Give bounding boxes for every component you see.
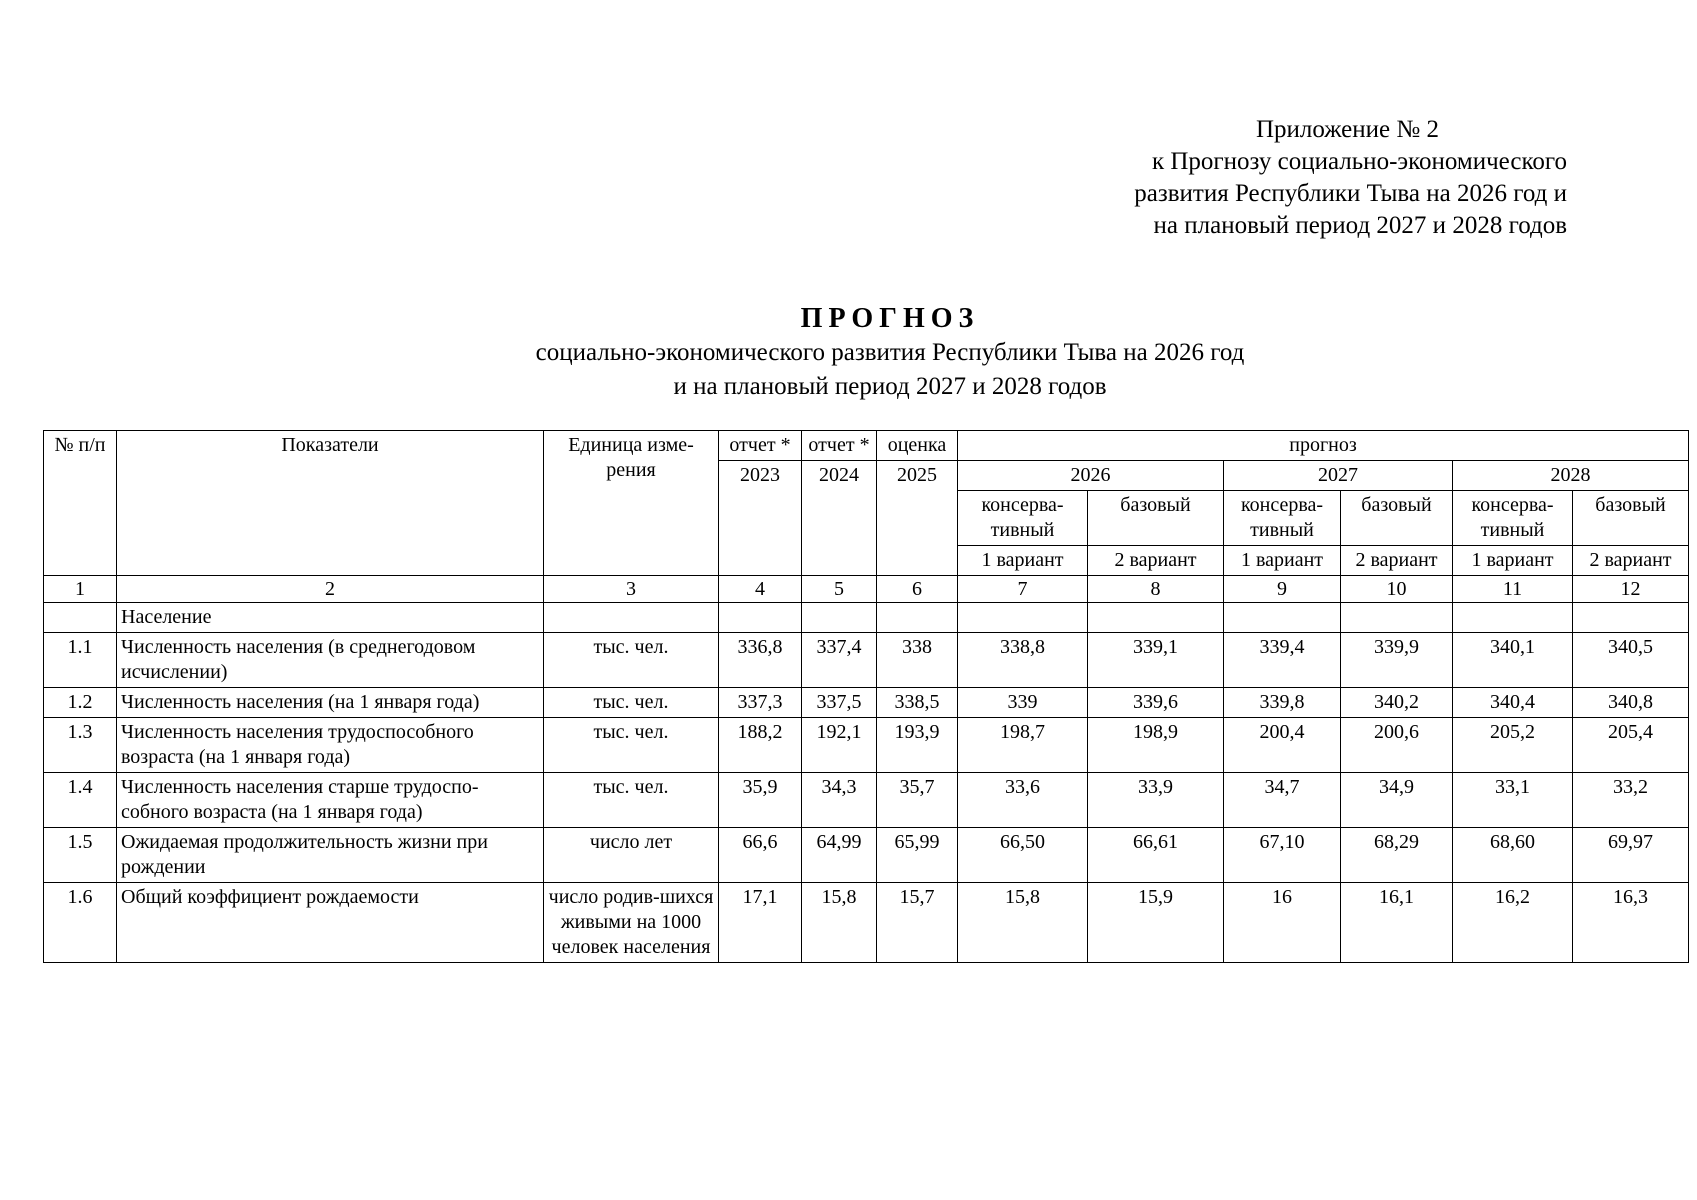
header-unit: Единица изме-рения <box>544 431 719 576</box>
empty-cell <box>1088 603 1224 633</box>
row-number: 1.5 <box>44 828 117 883</box>
value-cell: 35,7 <box>877 773 958 828</box>
column-number: 1 <box>44 576 117 603</box>
appendix-line: развития Республики Тыва на 2026 год и <box>1134 180 1567 207</box>
row-number: 1.3 <box>44 718 117 773</box>
empty-cell <box>877 603 958 633</box>
title-block <box>420 302 1360 404</box>
header-variant: 1 вариант <box>1453 546 1573 576</box>
header-num: № п/п <box>44 431 117 576</box>
value-cell: 340,2 <box>1341 688 1453 718</box>
value-cell: 337,4 <box>802 633 877 688</box>
row-number: 1.6 <box>44 883 117 963</box>
row-number: 1.2 <box>44 688 117 718</box>
value-cell: 198,7 <box>958 718 1088 773</box>
empty-cell <box>958 603 1088 633</box>
empty-cell <box>544 603 719 633</box>
value-cell: 336,8 <box>719 633 802 688</box>
unit-cell: тыс. чел. <box>544 688 719 718</box>
value-cell: 200,6 <box>1341 718 1453 773</box>
column-number: 7 <box>958 576 1088 603</box>
document-title: ПРОГНОЗ <box>800 303 980 334</box>
column-number-row <box>44 576 1689 603</box>
value-cell: 33,9 <box>1088 773 1224 828</box>
header-indicators: Показатели <box>117 431 544 576</box>
header-year: 2023 <box>719 461 802 576</box>
value-cell: 33,1 <box>1453 773 1573 828</box>
value-cell: 337,3 <box>719 688 802 718</box>
table-row <box>44 828 1689 883</box>
header-year: 2027 <box>1224 461 1453 491</box>
value-cell: 33,2 <box>1573 773 1689 828</box>
value-cell: 205,2 <box>1453 718 1573 773</box>
value-cell: 338 <box>877 633 958 688</box>
header-year: 2025 <box>877 461 958 576</box>
value-cell: 69,97 <box>1573 828 1689 883</box>
value-cell: 338,8 <box>958 633 1088 688</box>
value-cell: 200,4 <box>1224 718 1341 773</box>
appendix-line: Приложение № 2 <box>1255 116 1439 143</box>
table-row <box>44 718 1689 773</box>
row-number: 1.4 <box>44 773 117 828</box>
header-report: отчет * <box>802 431 877 461</box>
header-variant: 2 вариант <box>1573 546 1689 576</box>
header-variant: 1 вариант <box>1224 546 1341 576</box>
document-subtitle: и на плановый период 2027 и 2028 годов <box>673 373 1107 400</box>
section-title: Население <box>117 603 544 633</box>
indicator-name: Численность населения (на 1 января года) <box>117 688 544 718</box>
value-cell: 337,5 <box>802 688 877 718</box>
forecast-table <box>43 430 1689 963</box>
indicator-name: Общий коэффициент рождаемости <box>117 883 544 963</box>
column-number: 9 <box>1224 576 1341 603</box>
value-cell: 34,9 <box>1341 773 1453 828</box>
column-number: 10 <box>1341 576 1453 603</box>
value-cell: 34,3 <box>802 773 877 828</box>
empty-cell <box>1341 603 1453 633</box>
table-row <box>44 633 1689 688</box>
value-cell: 339,4 <box>1224 633 1341 688</box>
value-cell: 16 <box>1224 883 1341 963</box>
header-year: 2024 <box>802 461 877 576</box>
empty-cell <box>1453 603 1573 633</box>
value-cell: 198,9 <box>1088 718 1224 773</box>
value-cell: 192,1 <box>802 718 877 773</box>
table-row <box>44 688 1689 718</box>
header-base: базовый <box>1088 491 1224 546</box>
header-conservative: консерва-тивный <box>958 491 1088 546</box>
value-cell: 15,7 <box>877 883 958 963</box>
column-number: 4 <box>719 576 802 603</box>
unit-cell: тыс. чел. <box>544 633 719 688</box>
unit-cell: тыс. чел. <box>544 773 719 828</box>
column-number: 6 <box>877 576 958 603</box>
header-variant: 2 вариант <box>1088 546 1224 576</box>
value-cell: 16,2 <box>1453 883 1573 963</box>
appendix-note <box>967 114 1567 242</box>
header-conservative: консерва-тивный <box>1453 491 1573 546</box>
appendix-line: на плановый период 2027 и 2028 годов <box>1153 212 1567 239</box>
table-body <box>44 633 1689 963</box>
indicator-name: Ожидаемая продолжительность жизни при рождении <box>117 828 544 883</box>
value-cell: 339,8 <box>1224 688 1341 718</box>
value-cell: 68,60 <box>1453 828 1573 883</box>
value-cell: 66,50 <box>958 828 1088 883</box>
indicator-name: Численность населения (в среднегодовом исчислении) <box>117 633 544 688</box>
header-variant: 1 вариант <box>958 546 1088 576</box>
header-variant: 2 вариант <box>1341 546 1453 576</box>
value-cell: 66,6 <box>719 828 802 883</box>
header-estimate: оценка <box>877 431 958 461</box>
column-number: 11 <box>1453 576 1573 603</box>
column-number: 5 <box>802 576 877 603</box>
value-cell: 16,3 <box>1573 883 1689 963</box>
header-report: отчет * <box>719 431 802 461</box>
value-cell: 15,9 <box>1088 883 1224 963</box>
value-cell: 66,61 <box>1088 828 1224 883</box>
table-row <box>44 773 1689 828</box>
header-year: 2026 <box>958 461 1224 491</box>
empty-cell <box>1573 603 1689 633</box>
indicator-name: Численность населения трудоспособного возраста (на 1 января года) <box>117 718 544 773</box>
value-cell: 35,9 <box>719 773 802 828</box>
document-subtitle: социально-экономического развития Республики Тыва на 2026 год <box>535 339 1245 366</box>
column-number: 3 <box>544 576 719 603</box>
value-cell: 338,5 <box>877 688 958 718</box>
value-cell: 65,99 <box>877 828 958 883</box>
value-cell: 15,8 <box>802 883 877 963</box>
row-number: 1.1 <box>44 633 117 688</box>
column-number: 2 <box>117 576 544 603</box>
header-year: 2028 <box>1453 461 1689 491</box>
table-row <box>44 883 1689 963</box>
header-base: базовый <box>1573 491 1689 546</box>
column-number: 12 <box>1573 576 1689 603</box>
value-cell: 67,10 <box>1224 828 1341 883</box>
value-cell: 339,9 <box>1341 633 1453 688</box>
value-cell: 339 <box>958 688 1088 718</box>
value-cell: 340,1 <box>1453 633 1573 688</box>
value-cell: 339,1 <box>1088 633 1224 688</box>
unit-cell: тыс. чел. <box>544 718 719 773</box>
appendix-line: к Прогнозу социально-экономического <box>1151 148 1567 175</box>
value-cell: 15,8 <box>958 883 1088 963</box>
empty-cell <box>802 603 877 633</box>
value-cell: 340,5 <box>1573 633 1689 688</box>
header-base: базовый <box>1341 491 1453 546</box>
unit-cell: число родив-шихся живыми на 1000 человек населения <box>544 883 719 963</box>
value-cell: 205,4 <box>1573 718 1689 773</box>
value-cell: 17,1 <box>719 883 802 963</box>
value-cell: 340,4 <box>1453 688 1573 718</box>
column-number: 8 <box>1088 576 1224 603</box>
header-conservative: консерва-тивный <box>1224 491 1341 546</box>
indicator-name: Численность населения старше трудоспо-собного возраста (на 1 января года) <box>117 773 544 828</box>
value-cell: 193,9 <box>877 718 958 773</box>
section-num-cell <box>44 603 117 633</box>
value-cell: 340,8 <box>1573 688 1689 718</box>
header-forecast: прогноз <box>958 431 1689 461</box>
value-cell: 64,99 <box>802 828 877 883</box>
empty-cell <box>719 603 802 633</box>
value-cell: 68,29 <box>1341 828 1453 883</box>
empty-cell <box>1224 603 1341 633</box>
value-cell: 33,6 <box>958 773 1088 828</box>
value-cell: 16,1 <box>1341 883 1453 963</box>
value-cell: 339,6 <box>1088 688 1224 718</box>
value-cell: 188,2 <box>719 718 802 773</box>
value-cell: 34,7 <box>1224 773 1341 828</box>
unit-cell: число лет <box>544 828 719 883</box>
